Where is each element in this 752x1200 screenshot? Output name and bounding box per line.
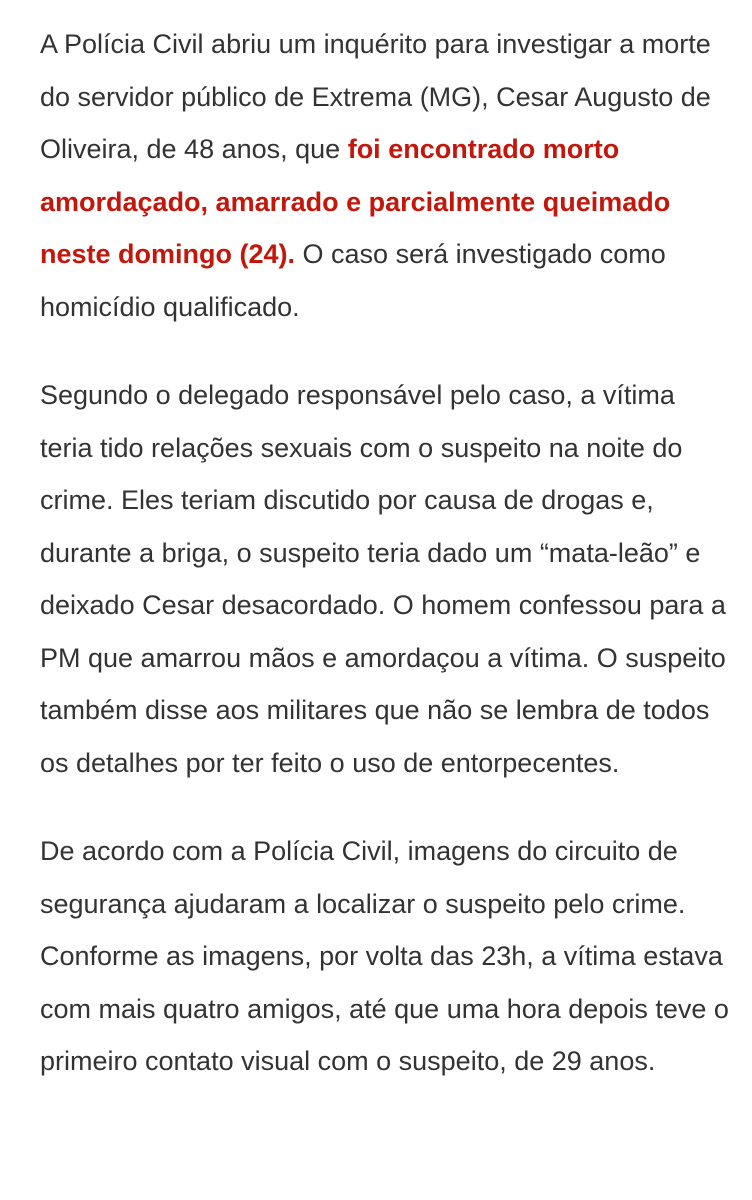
article-inline-link[interactable]: foi encontrado morto amordaçado, amarrado e parcialmente queimado neste domingo (24). — [40, 134, 671, 269]
paragraph-2: Segundo o delegado responsável pelo caso, a vítima teria tido relações sexuais com o suspeito na noite do crime. Eles teriam discutido por causa de drogas e, durante a briga, o suspeito teria dado um “mata-leão” e deixado Cesar desacordado. O homem confessou para a PM que amarrou mãos e amordaçou a vítima. O suspeito também disse aos militares que não se lembra de todos os detalhes por ter feito o uso de entorpecentes. — [40, 380, 726, 778]
article-body — [40, 18, 730, 1124]
paragraph-1 — [40, 18, 730, 333]
paragraph-1-text-end: O caso será investigado como homicídio qualificado. — [40, 239, 666, 322]
paragraph-3: De acordo com a Polícia Civil, imagens do circuito de segurança ajudaram a localizar o suspeito pelo crime. Conforme as imagens, por volta das 23h, a vítima estava com mais quatro amigos, até que uma hora depois teve o primeiro contato visual com o suspeito, de 29 anos. — [40, 836, 729, 1076]
paragraph-1-text-start: A Polícia Civil abriu um inquérito para investigar a morte do servidor público de Extrema (MG), Cesar Augusto de Oliveira, de 48 anos, que — [40, 29, 711, 164]
